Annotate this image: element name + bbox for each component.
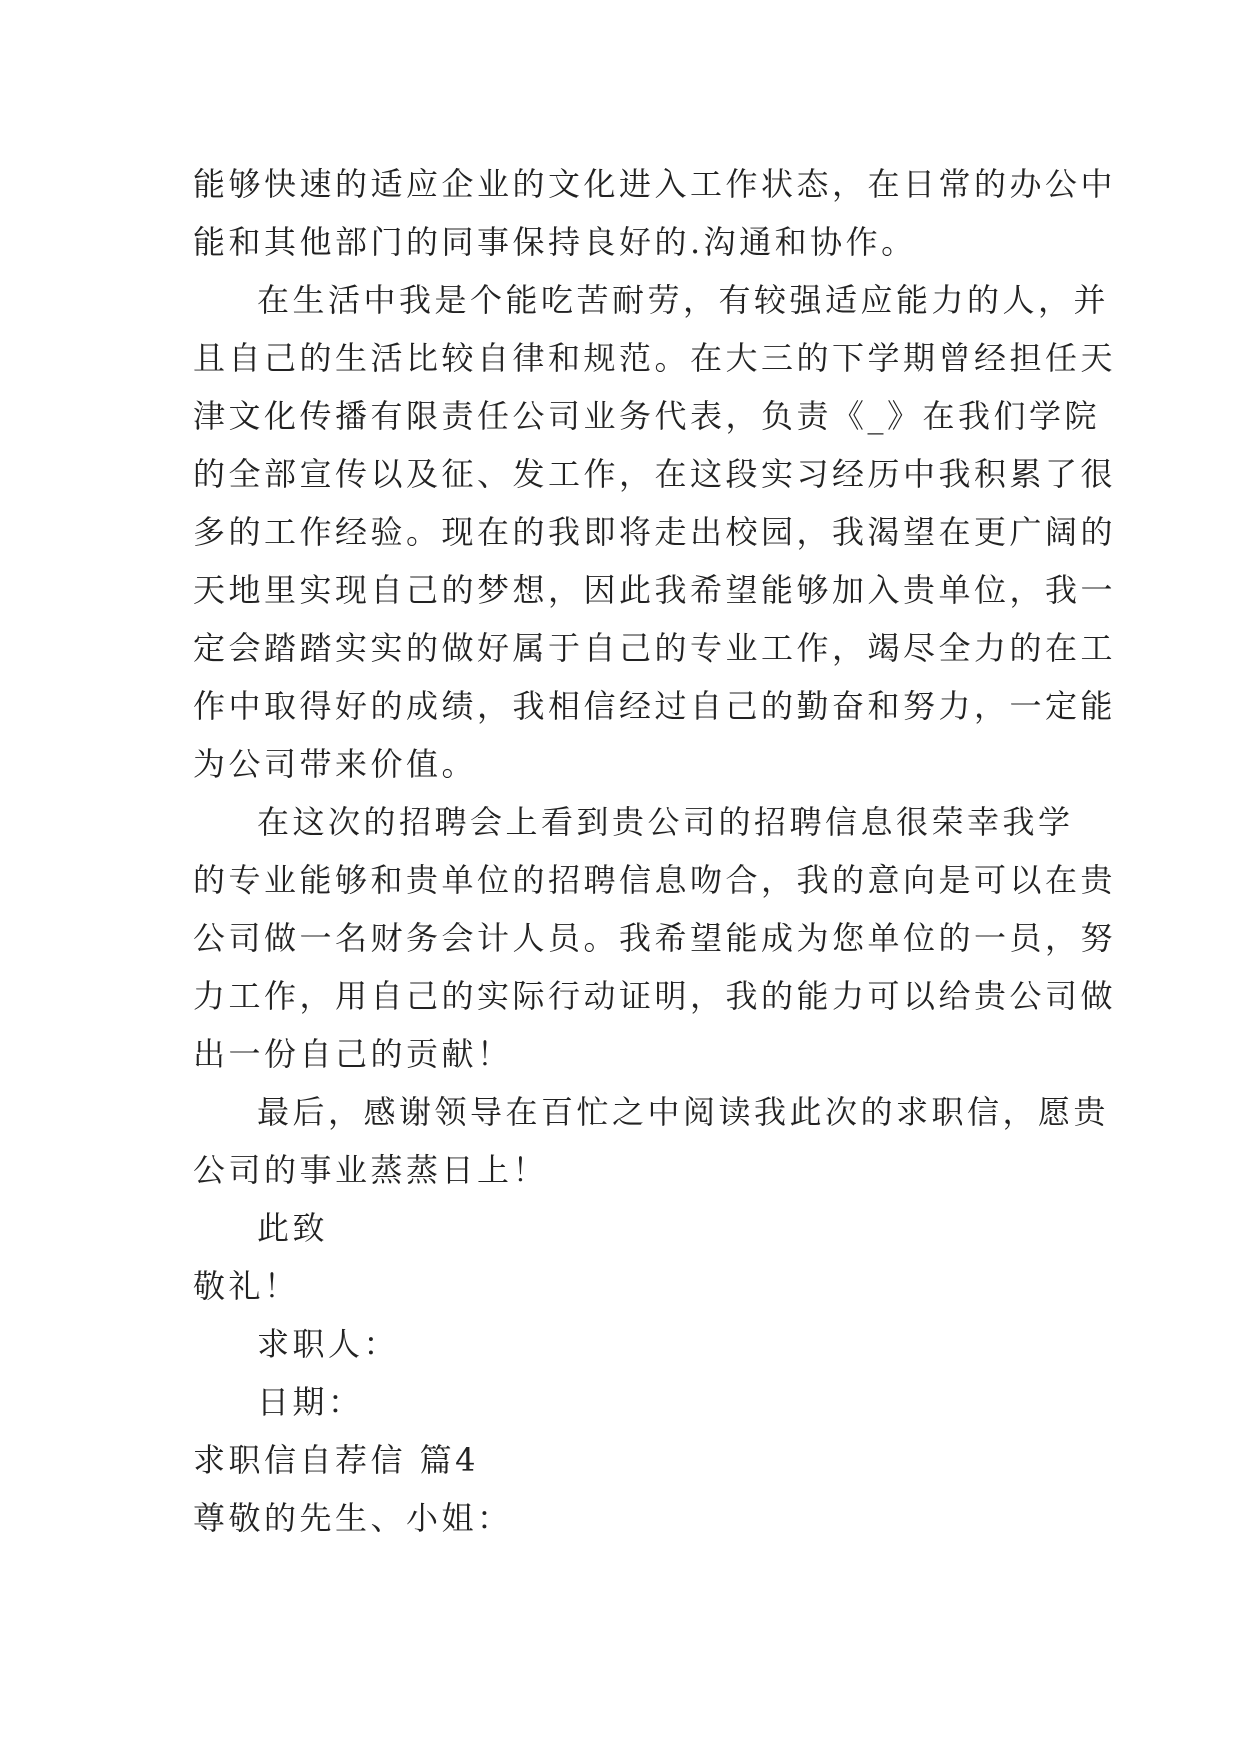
- text-line: 能够快速的适应企业的文化进入工作状态，在日常的办公中: [193, 165, 1117, 203]
- text-line: 作中取得好的成绩，我相信经过自己的勤奋和努力，一定能: [193, 687, 1117, 725]
- text-line: 公司的事业蒸蒸日上！: [193, 1151, 549, 1189]
- text-line: 定会踏踏实实的做好属于自己的专业工作，竭尽全力的在工: [193, 629, 1117, 667]
- text-line: 津文化传播有限责任公司业务代表，负责《_》在我们学院: [193, 397, 1101, 435]
- text-line: 出一份自己的贡献！: [193, 1035, 513, 1073]
- text-line: 在这次的招聘会上看到贵公司的招聘信息很荣幸我学: [257, 803, 1074, 841]
- date-label: 日期：: [257, 1383, 364, 1421]
- closing-regards: 敬礼！: [193, 1267, 300, 1305]
- letter-body: [193, 155, 1117, 1547]
- text-line: 且自己的生活比较自律和规范。在大三的下学期曾经担任天: [193, 339, 1117, 377]
- text-line: 多的工作经验。现在的我即将走出校园，我渴望在更广阔的: [193, 513, 1117, 551]
- text-line: 力工作，用自己的实际行动证明，我的能力可以给贵公司做: [193, 977, 1117, 1015]
- applicant-label: 求职人：: [257, 1325, 400, 1363]
- text-line: 天地里实现自己的梦想，因此我希望能够加入贵单位，我一: [193, 571, 1117, 609]
- section-heading: 求职信自荐信 篇4: [193, 1441, 480, 1479]
- text-line: 公司做一名财务会计人员。我希望能成为您单位的一员，努: [193, 919, 1117, 957]
- greeting: 尊敬的先生、小姐：: [193, 1499, 513, 1537]
- text-line: 能和其他部门的同事保持良好的.沟通和协作。: [193, 223, 917, 261]
- text-line: 在生活中我是个能吃苦耐劳，有较强适应能力的人，并: [257, 281, 1110, 319]
- text-line: 为公司带来价值。: [193, 745, 478, 783]
- text-line: 的专业能够和贵单位的招聘信息吻合，我的意向是可以在贵: [193, 861, 1117, 899]
- text-line: 的全部宣传以及征、发工作，在这段实习经历中我积累了很: [193, 455, 1117, 493]
- text-line: 最后，感谢领导在百忙之中阅读我此次的求职信，愿贵: [257, 1093, 1110, 1131]
- closing-salutation: 此致: [257, 1209, 329, 1247]
